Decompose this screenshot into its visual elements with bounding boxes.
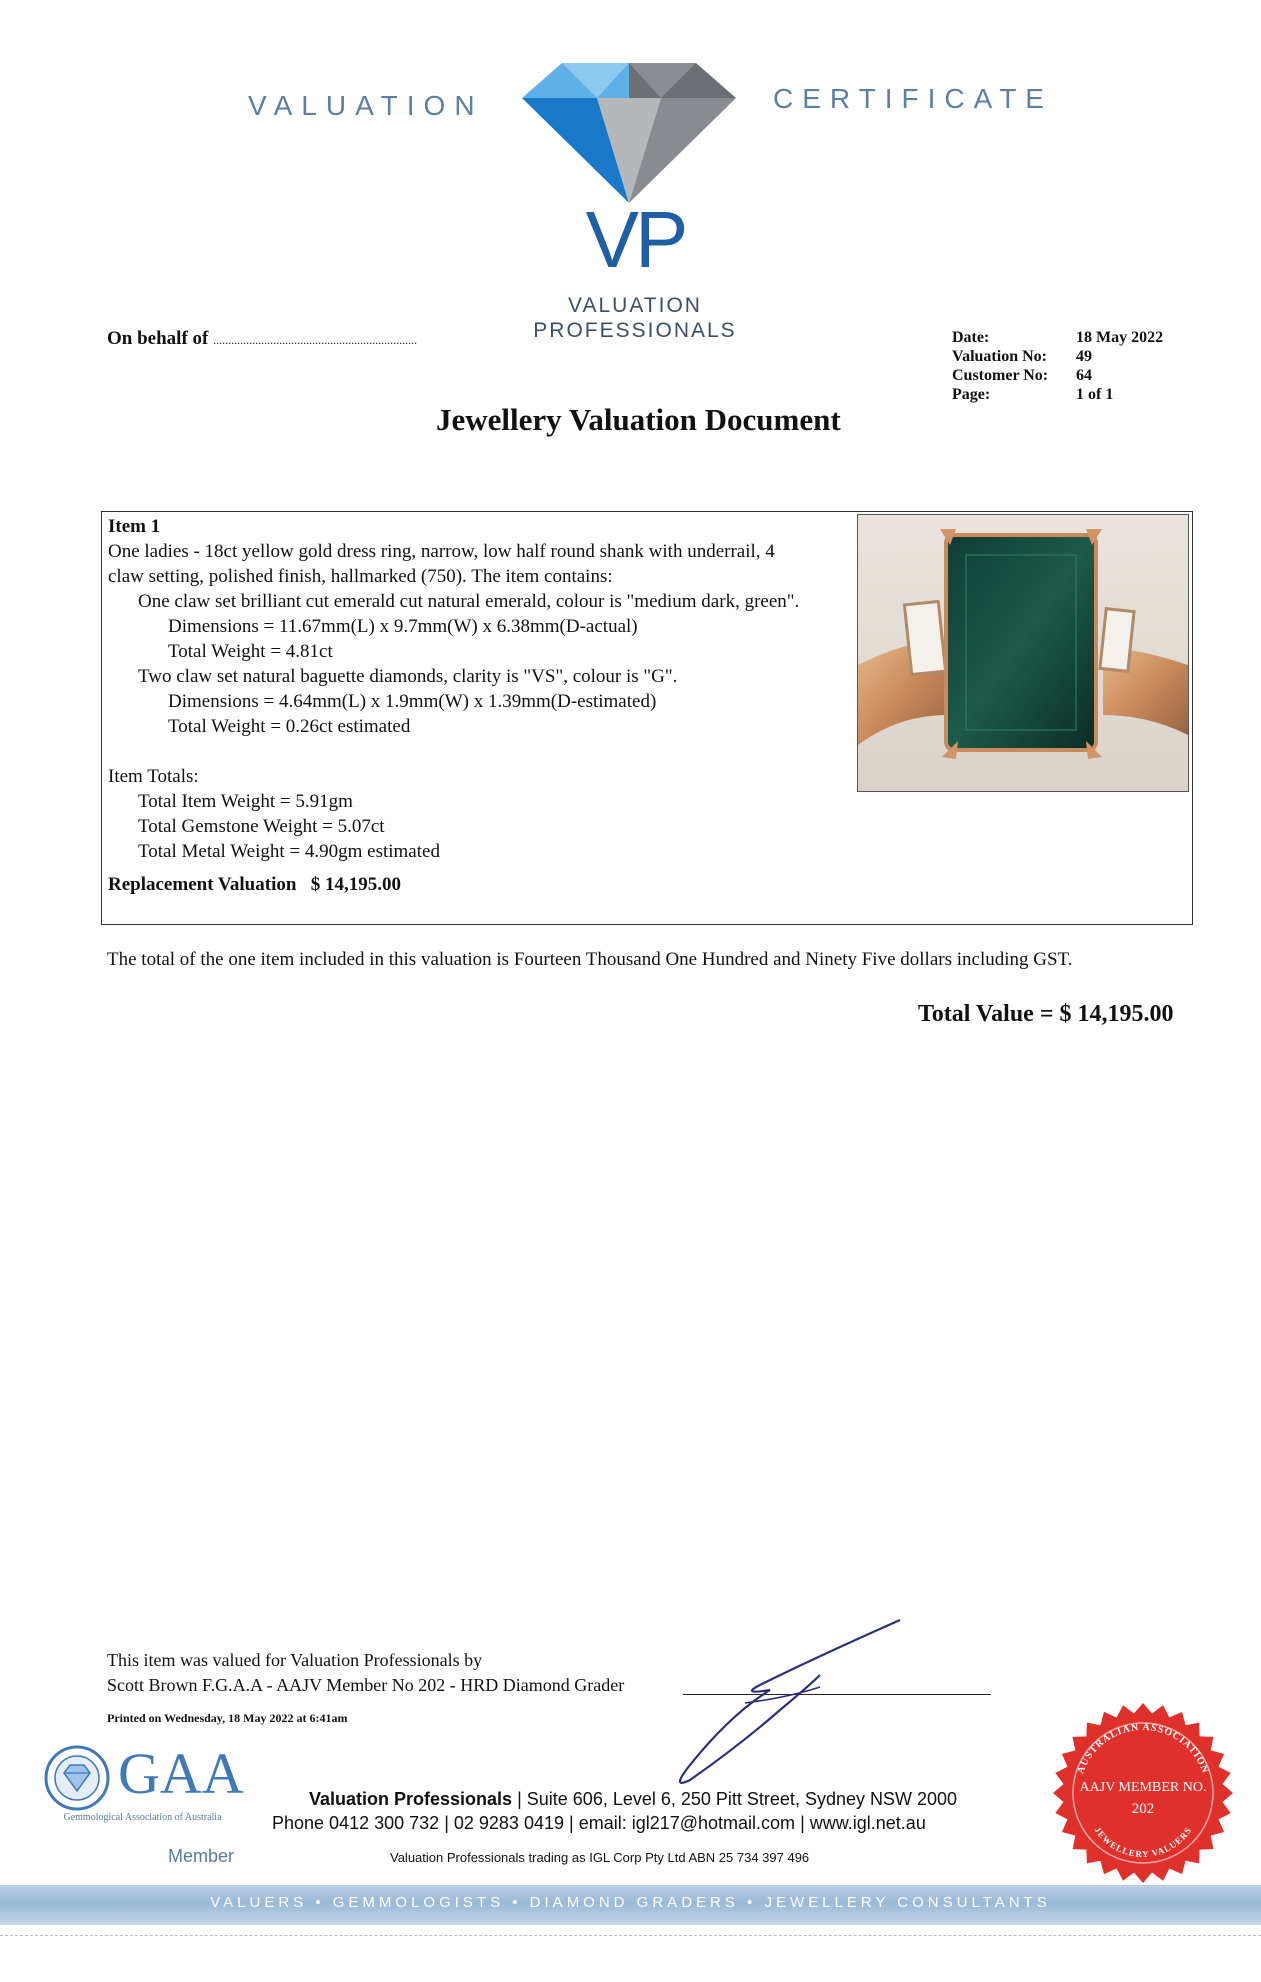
- gaa-member-label: Member: [168, 1846, 235, 1866]
- meta-date-value: 18 May 2022: [1076, 329, 1164, 346]
- seal-bottom-text: JEWELLERY VALUERS: [1092, 1825, 1194, 1860]
- gaa-logo-text: GAA: [118, 1741, 244, 1806]
- company-contact-line: Phone 0412 300 732 | 02 9283 0419 | email: igl217@hotmail.com | www.igl.net.au: [272, 1813, 926, 1833]
- company-website: www.igl.net.au: [809, 1813, 926, 1833]
- company-trading-line: Valuation Professionals trading as IGL Corp Pty Ltd ABN 25 734 397 496: [390, 1850, 810, 1865]
- meta-page-value: 1 of 1: [1076, 386, 1114, 403]
- valuer-line-1: This item was valued for Valuation Professionals by: [107, 1650, 483, 1670]
- meta-valuation-row: [952, 347, 1163, 366]
- meta-date-label: Date:: [952, 329, 990, 346]
- meta-customer-label: Customer No:: [952, 367, 1049, 384]
- stone-2-description: Two claw set natural baguette diamonds, clarity is "VS", colour is "G".: [138, 666, 678, 687]
- meta-page-label: Page:: [952, 386, 991, 403]
- meta-page-row: [952, 385, 1163, 404]
- signature-icon: [650, 1615, 910, 1790]
- total-item-weight: Total Item Weight = 5.91gm: [138, 791, 353, 812]
- total-value: Total Value = $ 14,195.00: [918, 1001, 1174, 1027]
- stone-2-weight: Total Weight = 0.26ct estimated: [168, 716, 411, 737]
- company-phone-2: 02 9283 0419: [453, 1813, 564, 1833]
- meta-customer-row: [952, 366, 1163, 385]
- meta-valuation-label: Valuation No:: [952, 348, 1047, 365]
- page-edge-line: [0, 1935, 1261, 1936]
- diamond-logo-icon: [522, 58, 736, 208]
- total-metal-weight: Total Metal Weight = 4.90gm estimated: [138, 841, 440, 862]
- gaa-subtitle: Gemmological Association of Australia: [63, 1812, 222, 1823]
- meta-customer-value: 64: [1076, 367, 1092, 384]
- ring-photo: [857, 514, 1189, 792]
- header-left-word: VALUATION: [248, 90, 484, 121]
- vp-logo-sub-2: PROFESSIONALS: [533, 319, 737, 342]
- item-description: [108, 514, 858, 897]
- bottom-band-text: VALUERS • GEMMOLOGISTS • DIAMOND GRADERS • JEWELLERY CONSULTANTS: [210, 1894, 1051, 1911]
- seal-member-number: 202: [1131, 1801, 1155, 1817]
- company-name: Valuation Professionals: [309, 1789, 513, 1809]
- gaa-emblem-icon: [44, 1745, 110, 1811]
- on-behalf-of: [107, 328, 417, 350]
- company-email: email: igl217@hotmail.com: [578, 1813, 796, 1833]
- total-gemstone-weight: Total Gemstone Weight = 5.07ct: [138, 816, 385, 837]
- stone-1-dimensions: Dimensions = 11.67mm(L) x 9.7mm(W) x 6.38mm(D-actual): [168, 616, 638, 637]
- item-description-line-1: One ladies - 18ct yellow gold dress ring, narrow, low half round shank with underrail, 4: [108, 541, 775, 562]
- seal-top-text: AUSTRALIAN ASSOCIATION: [1075, 1721, 1211, 1776]
- company-phone-1: Phone 0412 300 732: [272, 1813, 440, 1833]
- item-totals-heading: Item Totals:: [108, 766, 199, 787]
- on-behalf-label: On behalf of: [107, 328, 209, 349]
- company-address: Suite 606, Level 6, 250 Pitt Street, Sydney NSW 2000: [526, 1789, 958, 1809]
- stone-1-weight: Total Weight = 4.81ct: [168, 641, 333, 662]
- meta-date-row: [952, 328, 1163, 347]
- valuer-info: [107, 1648, 624, 1698]
- valuer-line-2: Scott Brown F.G.A.A - AAJV Member No 202 - HRD Diamond Grader: [107, 1675, 625, 1695]
- replacement-label: Replacement Valuation: [108, 874, 297, 895]
- meta-valuation-value: 49: [1076, 348, 1092, 365]
- vp-logo-text: VP: [585, 195, 685, 284]
- item-heading: Item 1: [108, 516, 161, 537]
- printed-timestamp: Printed on Wednesday, 18 May 2022 at 6:41am: [107, 1711, 348, 1725]
- stone-1-description: One claw set brilliant cut emerald cut natural emerald, colour is "medium dark, green".: [138, 591, 800, 612]
- seal-member-text: AAJV MEMBER NO.: [1079, 1780, 1207, 1795]
- vp-logo-subtitle: [520, 293, 750, 343]
- on-behalf-dots: ....................................................................: [213, 333, 418, 347]
- stone-2-dimensions: Dimensions = 4.64mm(L) x 1.9mm(W) x 1.39mm(D-estimated): [168, 691, 657, 712]
- item-description-line-2: claw setting, polished finish, hallmarked (750). The item contains:: [108, 566, 613, 587]
- company-address-line: Valuation Professionals | Suite 606, Level 6, 250 Pitt Street, Sydney NSW 2000: [309, 1789, 958, 1809]
- replacement-valuation: [108, 872, 858, 897]
- header-right-word: CERTIFICATE: [773, 83, 1053, 114]
- valuation-meta: [952, 328, 1163, 404]
- vp-logo-sub-1: VALUATION: [568, 294, 702, 317]
- replacement-value: $ 14,195.00: [310, 874, 401, 895]
- document-title: Jewellery Valuation Document: [436, 402, 841, 437]
- valuation-summary: The total of the one item included in this valuation is Fourteen Thousand One Hundred and Ninety Five dollars including GST.: [107, 949, 1073, 970]
- aajv-seal-icon: [1050, 1700, 1236, 1886]
